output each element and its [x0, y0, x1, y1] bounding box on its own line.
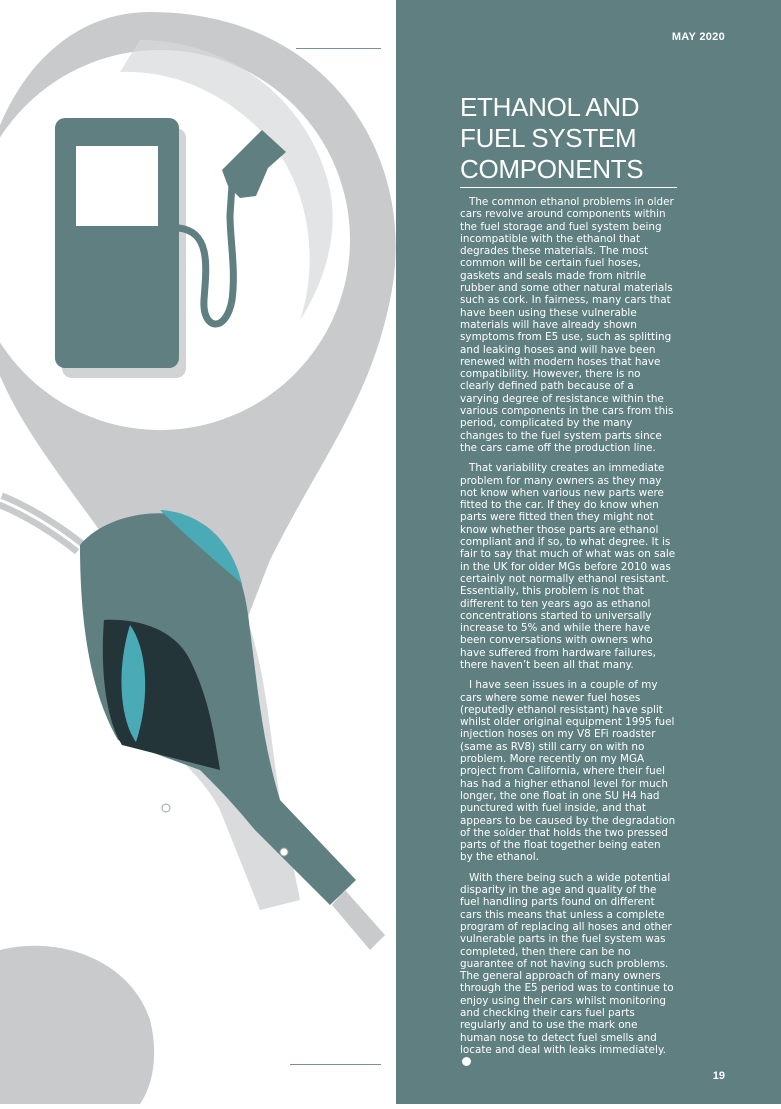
end-mark-icon	[462, 1057, 471, 1066]
title-line: FUEL SYSTEM	[460, 123, 637, 153]
issue-date: MAY 2020	[671, 31, 725, 43]
title-line: ETHANOL AND	[460, 92, 640, 122]
article-paragraph: The common ethanol problems in older cars revolve around components within the fuel storage and fuel system being incompatible with the ethanol that degrades these materials. The most common will be certain fuel hoses, gaskets and seals made from nitrile rubber and some other natural materials such as cork. In fairness, many cars that have been using these vulnerable materials will have already shown symptoms from E5 use, such as splitting and leaking hoses and will have been renewed with modern hoses that have compatibility. However, there is no clearly defined path because of a varying degree of resistance within the various components in the cars from this period, complicated by the many changes to the fuel system parts since the cars came off the production line.	[460, 196, 674, 454]
title-line: COMPONENTS	[460, 154, 644, 184]
article-panel	[396, 0, 781, 1104]
title-underline	[460, 187, 677, 188]
top-rule	[296, 48, 381, 49]
bottom-rule	[290, 1064, 381, 1065]
article-title	[460, 92, 678, 185]
article-paragraph: That variability creates an immediate problem for many owners as they may not know when various new parts were fitted to the car. If they do know when parts were fitted then they might not know whether those parts are ethanol compliant and if so, to what degree. It is fair to say that much of what was on sale in the UK for older MGs before 2010 was certainly not normally ethanol resistant. Essentially, this problem is not that different to ten years ago as ethanol concentrations started to universally increase to 5% and while there have been conversations with owners who have suffered from hardware failures, there haven’t been all that many.	[460, 462, 676, 671]
article-paragraph-last	[460, 872, 676, 1069]
article-paragraph: With there being such a wide potential disparity in the age and quality of the fuel handling parts found on different cars this means that unless a complete program of replacing all hoses and other vulnerable parts in the fuel system was completed, then there can be no guarantee of not having such problems. The general approach of many owners through the E5 period was to continue to enjoy using their cars whilst monitoring and checking their cars fuel parts regularly and to use the mark one human nose to detect fuel smells and locate and deal with leaks immediately.	[460, 871, 674, 1056]
fuel-nozzle-icon	[80, 510, 385, 950]
article-paragraph: I have seen issues in a couple of my cars where some newer fuel hoses (reputedly ethanol resistant) have split whilst older original equipment 1995 fuel injection hoses on my V8 EFi roadster (same as RV8) still carry on with no problem. More recently on my MGA project from California, where their fuel has had a higher ethanol level for much longer, the one float in one SU H4 had punctured with fuel inside, and that appears to be caused by the degradation of the solder that holds the two pressed parts of the float together being eaten by the ethanol.	[460, 679, 676, 864]
article-body	[460, 196, 676, 1076]
page-number: 19	[712, 1070, 725, 1082]
